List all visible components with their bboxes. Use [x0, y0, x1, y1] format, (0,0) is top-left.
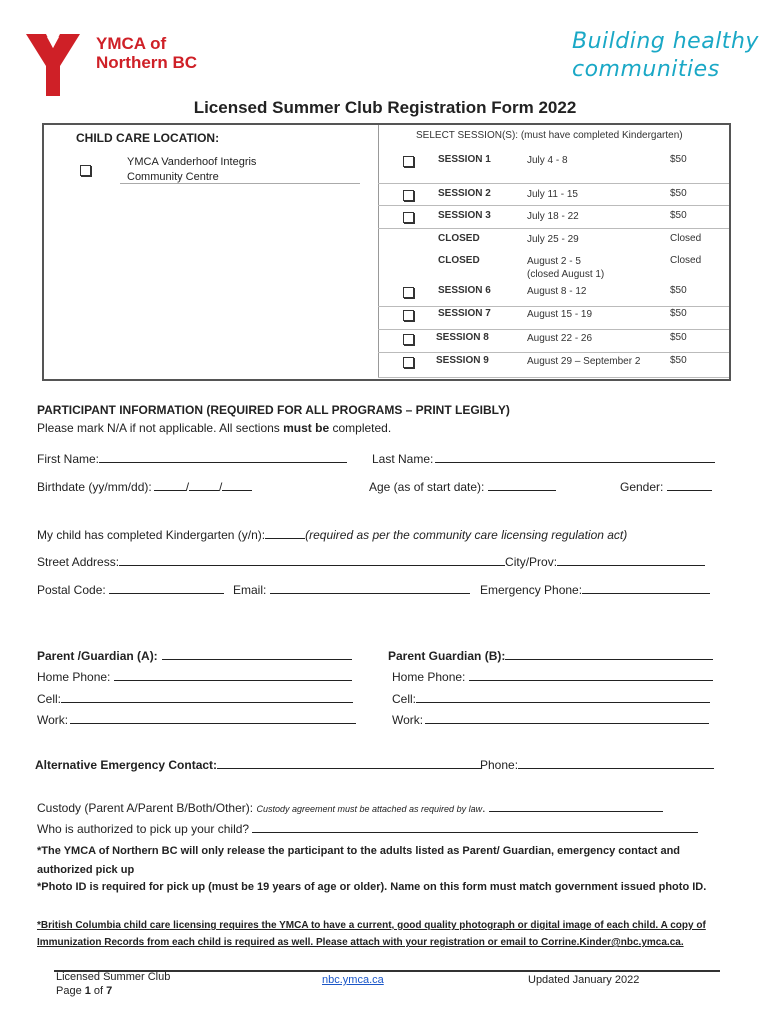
session-dates-line-1: August 15 - 19: [527, 309, 593, 320]
first-name-label: First Name:: [37, 452, 100, 466]
session-price: $50: [670, 154, 687, 165]
footer-updated: Updated January 2022: [528, 974, 640, 986]
session-name: SESSION 8: [436, 332, 489, 343]
release-notice-line-2: authorized pick up: [37, 864, 135, 876]
alt-contact-phone-label: Phone:: [480, 758, 519, 772]
session-row-divider: [378, 228, 729, 229]
session-price: $50: [670, 285, 687, 296]
page-total: 7: [106, 985, 113, 997]
age-field[interactable]: [369, 478, 556, 494]
gender-label: Gender:: [620, 480, 664, 494]
birthdate-yy-line[interactable]: [154, 478, 186, 491]
session-price: Closed: [670, 255, 702, 266]
footer-link[interactable]: nbc.ymca.ca: [322, 974, 384, 986]
session-dates-line-1: August 2 - 5: [527, 256, 581, 267]
location-checkbox[interactable]: [80, 165, 91, 176]
guardian-a-label: Parent /Guardian (A):: [37, 649, 158, 663]
emergency-phone-line[interactable]: [582, 581, 710, 594]
tagline-line-1: Building healthy: [572, 29, 759, 54]
session-row-divider: [378, 205, 729, 206]
session-name: SESSION 7: [438, 308, 491, 319]
guardian-a-work-field[interactable]: [37, 711, 356, 727]
birthdate-slash-2: /: [219, 480, 223, 494]
session-name: SESSION 9: [436, 355, 489, 366]
bc-notice-line-2: Immunization Records from each child is required as well. Please attach with your registration or email to Corrine.Kinder@nbc.ymca.ca.: [37, 937, 684, 948]
guardian-a-cell-line[interactable]: [61, 690, 353, 703]
street-line[interactable]: [119, 553, 505, 566]
alt-contact-line[interactable]: [217, 756, 481, 769]
first-name-field[interactable]: [37, 450, 347, 466]
session-dates: [527, 285, 586, 298]
city-line[interactable]: [557, 553, 705, 566]
session-dates: [527, 233, 579, 246]
kindergarten-label: My child has completed Kindergarten (y/n):: [37, 528, 266, 542]
session-name: CLOSED: [438, 233, 480, 244]
location-name-line-2: Community Centre: [127, 171, 219, 183]
session-dates-line-1: August 29 – September 2: [527, 356, 641, 367]
gender-field[interactable]: [620, 478, 712, 494]
session-dates-line-2: (closed August 1): [527, 269, 605, 280]
location-divider: [120, 183, 360, 184]
emergency-phone-field[interactable]: [480, 581, 710, 597]
brand-name: [96, 34, 197, 72]
session-price: $50: [670, 210, 687, 221]
brand-line-2: Northern BC: [96, 53, 198, 72]
guardian-b-field[interactable]: [388, 647, 713, 663]
birthdate-mm-line[interactable]: [189, 478, 219, 491]
session-name: CLOSED: [438, 255, 480, 266]
session-dates: [527, 332, 592, 345]
guardian-a-home-phone-field[interactable]: [37, 668, 352, 684]
custody-period: .: [482, 801, 486, 815]
session-dates-line-1: July 18 - 22: [527, 211, 579, 222]
alt-contact-phone-line[interactable]: [518, 756, 714, 769]
postal-line[interactable]: [109, 581, 224, 594]
guardian-b-label: Parent Guardian (B):: [388, 649, 506, 663]
guardian-b-cell-label: Cell:: [392, 692, 417, 706]
note-text-c: completed.: [329, 421, 392, 435]
session-checkbox[interactable]: [403, 357, 414, 368]
guardian-a-cell-label: Cell:: [37, 692, 62, 706]
guardian-b-cell-field[interactable]: [392, 690, 710, 706]
guardian-b-work-line[interactable]: [425, 711, 709, 724]
guardian-b-home-phone-label: Home Phone:: [392, 670, 466, 684]
guardian-a-home-phone-line[interactable]: [114, 668, 352, 681]
emergency-phone-label: Emergency Phone:: [480, 583, 583, 597]
guardian-b-work-label: Work:: [392, 713, 424, 727]
guardian-b-work-field[interactable]: [392, 711, 709, 727]
age-line[interactable]: [488, 478, 556, 491]
email-line[interactable]: [270, 581, 470, 594]
postal-code-field[interactable]: [37, 581, 224, 597]
first-name-line[interactable]: [99, 450, 347, 463]
release-notice-line-1: *The YMCA of Northern BC will only release the participant to the adults listed as Parent/ Guardian, emergency contact and: [37, 845, 681, 857]
session-dates-line-1: August 8 - 12: [527, 286, 587, 297]
note-text-bold: must be: [283, 421, 330, 435]
page-number: 1: [84, 985, 91, 997]
page-prefix: Page: [56, 985, 85, 997]
last-name-label: Last Name:: [372, 452, 434, 466]
session-checkbox[interactable]: [403, 334, 414, 345]
session-price: Closed: [670, 233, 702, 244]
last-name-line[interactable]: [435, 450, 715, 463]
alt-contact-field[interactable]: [35, 756, 481, 772]
session-checkbox[interactable]: [403, 190, 414, 201]
guardian-a-work-line[interactable]: [70, 711, 356, 724]
session-name: SESSION 1: [438, 154, 491, 165]
session-row-divider: [378, 329, 729, 330]
participant-note: [37, 421, 391, 435]
select-sessions-heading: SELECT SESSION(S): (must have completed Kindergarten): [416, 130, 683, 141]
child-care-location-heading: CHILD CARE LOCATION:: [76, 131, 220, 145]
guardian-b-line[interactable]: [505, 647, 713, 660]
guardian-a-cell-field[interactable]: [37, 690, 353, 706]
birthdate-label: Birthdate (yy/mm/dd):: [37, 480, 152, 494]
alt-contact-label: Alternative Emergency Contact:: [35, 758, 218, 772]
guardian-a-field[interactable]: [37, 647, 352, 663]
session-name: SESSION 3: [438, 210, 491, 221]
session-row-divider: [378, 352, 729, 353]
session-dates-line-1: July 4 - 8: [527, 155, 568, 166]
city-label: City/Prov:: [505, 555, 558, 569]
session-row-divider: [378, 183, 729, 184]
session-row-divider: [378, 306, 729, 307]
guardian-b-cell-line[interactable]: [416, 690, 710, 703]
participant-info-heading: PARTICIPANT INFORMATION (REQUIRED FOR ALL PROGRAMS – PRINT LEGIBLY): [37, 403, 510, 417]
session-row-divider: [378, 377, 729, 378]
session-dates: [527, 255, 604, 281]
session-price: $50: [670, 188, 687, 199]
age-label: Age (as of start date):: [369, 480, 485, 494]
session-price: $50: [670, 308, 687, 319]
birthdate-dd-line[interactable]: [222, 478, 252, 491]
form-title: Licensed Summer Club Registration Form 2022: [193, 98, 577, 117]
session-dates: [527, 308, 592, 321]
bc-notice-line-1: *British Columbia child care licensing requires the YMCA to have a current, good quality photograph or digital image of each child. A copy of: [37, 920, 706, 931]
footer-left: [56, 970, 170, 998]
session-checkbox[interactable]: [403, 156, 414, 167]
session-dates: [527, 188, 578, 201]
street-label: Street Address:: [37, 555, 120, 569]
session-checkbox[interactable]: [403, 287, 414, 298]
guardian-a-line[interactable]: [162, 647, 352, 660]
session-name: SESSION 6: [438, 285, 491, 296]
kindergarten-field[interactable]: [37, 526, 627, 542]
email-field[interactable]: [233, 581, 470, 597]
session-checkbox[interactable]: [403, 310, 414, 321]
note-text-a: Please mark N/A if not applicable. All sections: [37, 421, 284, 435]
session-dates: [527, 154, 568, 167]
tagline-line-2: communities: [572, 57, 720, 82]
session-price: $50: [670, 355, 687, 366]
custody-note: Custody agreement must be attached as required by law: [256, 804, 483, 814]
ymca-logo-icon: [26, 34, 80, 96]
brand-line-1: YMCA of: [96, 34, 167, 53]
photo-id-notice: *Photo ID is required for pick up (must be 19 years of age or older). Name on this form must match government issued photo ID.: [37, 881, 707, 893]
gender-line[interactable]: [667, 478, 712, 491]
pickup-line[interactable]: [252, 820, 698, 833]
guardian-a-work-label: Work:: [37, 713, 69, 727]
session-price: $50: [670, 332, 687, 343]
guardian-b-home-phone-line[interactable]: [469, 668, 713, 681]
street-address-field[interactable]: [37, 553, 705, 569]
session-dates: [527, 210, 579, 223]
location-name: [127, 155, 327, 185]
custody-field[interactable]: [37, 799, 663, 815]
location-name-line-1: YMCA Vanderhoof Integris: [127, 156, 257, 168]
kindergarten-note: (required as per the community care licensing regulation act): [305, 528, 628, 542]
session-name: SESSION 2: [438, 188, 491, 199]
custody-line[interactable]: [489, 799, 663, 812]
session-dates: [527, 355, 640, 368]
pickup-label: Who is authorized to pick up your child?: [37, 822, 250, 836]
last-name-field[interactable]: [372, 450, 715, 466]
postal-label: Postal Code:: [37, 583, 106, 597]
footer-doc-name: Licensed Summer Club: [56, 971, 171, 983]
session-checkbox[interactable]: [403, 212, 414, 223]
session-dates-line-1: August 22 - 26: [527, 333, 593, 344]
guardian-a-home-phone-label: Home Phone:: [37, 670, 111, 684]
session-dates-line-1: July 25 - 29: [527, 234, 579, 245]
page-of: of: [90, 985, 107, 997]
page-indicator: [56, 984, 170, 998]
tagline: [572, 28, 759, 84]
birthdate-slash-1: /: [185, 480, 190, 494]
custody-label: Custody (Parent A/Parent B/Both/Other):: [37, 801, 254, 815]
bc-licensing-notice: [37, 917, 706, 951]
alt-contact-phone-field[interactable]: [480, 756, 714, 772]
release-notice: [37, 842, 680, 880]
session-dates-line-1: July 11 - 15: [527, 189, 578, 200]
email-label: Email:: [233, 583, 267, 597]
kindergarten-line[interactable]: [265, 526, 305, 539]
pickup-authorized-field[interactable]: [37, 820, 698, 836]
guardian-b-home-phone-field[interactable]: [392, 668, 713, 684]
birthdate-field[interactable]: [37, 478, 252, 494]
